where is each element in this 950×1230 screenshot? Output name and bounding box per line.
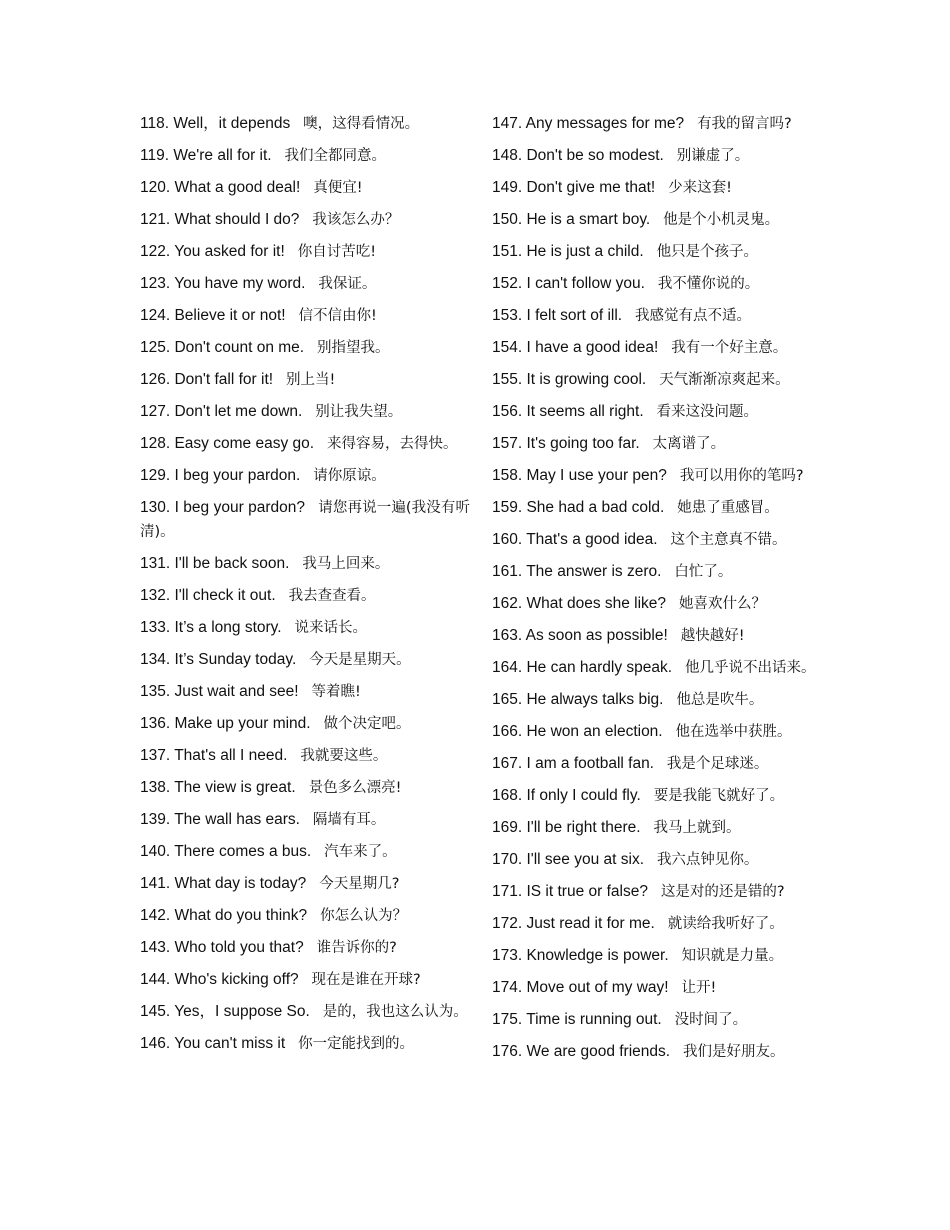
english-phrase: 176. We are good friends. bbox=[492, 1043, 671, 1060]
phrase-entry bbox=[492, 464, 822, 488]
phrase-entry bbox=[140, 496, 470, 544]
chinese-translation: 今天是星期天。 bbox=[309, 652, 411, 668]
phrase-entry bbox=[492, 368, 822, 392]
chinese-translation: 我马上就到。 bbox=[653, 820, 741, 836]
chinese-translation: 我可以用你的笔吗? bbox=[679, 468, 804, 484]
phrase-entry bbox=[492, 848, 822, 872]
phrase-entry bbox=[492, 432, 822, 456]
english-phrase: 152. I can't follow you. bbox=[492, 275, 645, 292]
english-phrase: 154. I have a good idea! bbox=[492, 339, 659, 356]
chinese-translation: 别指望我。 bbox=[317, 340, 390, 356]
chinese-translation: 别谦虚了。 bbox=[676, 148, 750, 164]
chinese-translation: 白忙了。 bbox=[674, 564, 733, 580]
phrase-entry bbox=[492, 400, 822, 424]
chinese-translation: 他几乎说不出话来。 bbox=[685, 660, 816, 676]
chinese-translation: 你自讨苦吃! bbox=[297, 244, 377, 260]
english-phrase: 146. You can't miss it bbox=[140, 1035, 286, 1052]
phrase-entry bbox=[492, 1040, 822, 1064]
phrase-entry bbox=[492, 912, 822, 936]
phrase-entry bbox=[492, 656, 822, 680]
english-phrase: 132. I'll check it out. bbox=[140, 587, 276, 604]
chinese-translation: 是的，我也这么认为。 bbox=[322, 1004, 468, 1020]
phrase-entry bbox=[492, 560, 822, 584]
english-phrase: 122. You asked for it! bbox=[140, 243, 285, 260]
english-phrase: 165. He always talks big. bbox=[492, 691, 664, 708]
phrase-entry bbox=[140, 776, 470, 800]
chinese-translation: 我有一个好主意。 bbox=[671, 340, 788, 356]
chinese-translation: 看来这没问题。 bbox=[656, 404, 759, 420]
english-phrase: 127. Don't let me down. bbox=[140, 403, 303, 420]
phrase-entry bbox=[492, 112, 822, 136]
phrase-entry bbox=[140, 648, 470, 672]
phrase-entry bbox=[140, 904, 470, 928]
phrase-entry bbox=[140, 872, 470, 896]
phrase-entry bbox=[492, 528, 822, 552]
english-phrase: 120. What a good deal! bbox=[140, 179, 301, 196]
chinese-translation: 我感觉有点不适。 bbox=[635, 308, 752, 324]
phrase-entry bbox=[140, 272, 470, 296]
english-phrase: 130. I beg your pardon? bbox=[140, 499, 306, 516]
phrase-entry bbox=[140, 808, 470, 832]
english-phrase: 171. IS it true or false? bbox=[492, 883, 648, 900]
phrase-entry bbox=[140, 240, 470, 264]
chinese-translation: 要是我能飞就好了。 bbox=[653, 788, 785, 804]
english-phrase: 164. He can hardly speak. bbox=[492, 659, 673, 676]
english-phrase: 155. It is growing cool. bbox=[492, 371, 647, 388]
english-phrase: 136. Make up your mind. bbox=[140, 715, 311, 732]
phrase-entry bbox=[140, 552, 470, 576]
english-phrase: 172. Just read it for me. bbox=[492, 915, 655, 932]
english-phrase: 142. What do you think? bbox=[140, 907, 308, 924]
chinese-translation: 景色多么漂亮! bbox=[308, 780, 402, 796]
english-phrase: 134. It’s Sunday today. bbox=[140, 651, 297, 668]
english-phrase: 144. Who's kicking off? bbox=[140, 971, 299, 988]
phrase-entry bbox=[492, 944, 822, 968]
phrase-entry bbox=[140, 584, 470, 608]
english-phrase: 124. Believe it or not! bbox=[140, 307, 286, 324]
phrase-entry bbox=[492, 240, 822, 264]
english-phrase: 128. Easy come easy go. bbox=[140, 435, 315, 452]
chinese-translation: 我去查查看。 bbox=[288, 588, 376, 604]
phrase-entry bbox=[140, 1032, 470, 1056]
english-phrase: 139. The wall has ears. bbox=[140, 811, 300, 828]
chinese-translation: 就读给我听好了。 bbox=[667, 916, 784, 932]
chinese-translation: 越快越好! bbox=[680, 628, 745, 644]
chinese-translation: 我该怎么办？ bbox=[312, 212, 400, 228]
phrase-entry bbox=[140, 744, 470, 768]
english-phrase: 151. He is just a child. bbox=[492, 243, 644, 260]
chinese-translation: 谁告诉你的? bbox=[316, 940, 397, 956]
chinese-translation: 别让我失望。 bbox=[315, 404, 403, 420]
chinese-translation: 他总是吹牛。 bbox=[676, 692, 764, 708]
phrase-entry bbox=[492, 304, 822, 328]
english-phrase: 121. What should I do? bbox=[140, 211, 300, 228]
english-phrase: 173. Knowledge is power. bbox=[492, 947, 669, 964]
chinese-translation: 我不懂你说的。 bbox=[657, 276, 760, 292]
english-phrase: 145. Yes，I suppose So. bbox=[140, 1003, 310, 1020]
phrase-entry bbox=[140, 432, 470, 456]
chinese-translation: 做个决定吧。 bbox=[323, 716, 411, 732]
right-column bbox=[492, 112, 822, 1072]
english-phrase: 158. May I use your pen? bbox=[492, 467, 667, 484]
phrase-entry bbox=[492, 784, 822, 808]
english-phrase: 169. I'll be right there. bbox=[492, 819, 641, 836]
english-phrase: 143. Who told you that? bbox=[140, 939, 304, 956]
phrase-entry bbox=[140, 680, 470, 704]
chinese-translation: 这是对的还是错的? bbox=[660, 884, 785, 900]
chinese-translation: 汽车来了。 bbox=[324, 844, 397, 860]
phrase-entry bbox=[492, 496, 822, 520]
english-phrase: 126. Don't fall for it! bbox=[140, 371, 274, 388]
english-phrase: 118. Well，it depends bbox=[140, 115, 291, 132]
english-phrase: 159. She had a bad cold. bbox=[492, 499, 665, 516]
chinese-translation: 这个主意真不错。 bbox=[670, 532, 787, 548]
english-phrase: 138. The view is great. bbox=[140, 779, 296, 796]
english-phrase: 156. It seems all right. bbox=[492, 403, 644, 420]
phrase-entry bbox=[140, 616, 470, 640]
phrase-entry bbox=[140, 464, 470, 488]
phrase-entry bbox=[140, 336, 470, 360]
chinese-translation: 有我的留言吗? bbox=[697, 116, 792, 132]
chinese-translation: 你一定能找到的。 bbox=[298, 1036, 415, 1052]
chinese-translation: 我们是好朋友。 bbox=[683, 1044, 785, 1060]
chinese-translation: 隔墙有耳。 bbox=[312, 812, 386, 828]
left-column bbox=[140, 112, 470, 1064]
chinese-translation: 请您再说一遍(我没有听清)。 bbox=[140, 500, 471, 540]
chinese-translation: 他只是个孩子。 bbox=[656, 244, 759, 260]
chinese-translation: 说来话长。 bbox=[294, 620, 368, 636]
chinese-translation: 太离谱了。 bbox=[652, 436, 726, 452]
phrase-entry bbox=[140, 712, 470, 736]
english-phrase: 133. It’s a long story. bbox=[140, 619, 282, 636]
chinese-translation: 噢，这得看情况。 bbox=[303, 116, 420, 132]
chinese-translation: 天气渐渐凉爽起来。 bbox=[659, 372, 790, 388]
chinese-translation: 别上当! bbox=[285, 372, 336, 388]
chinese-translation: 今天星期几? bbox=[319, 876, 400, 892]
phrase-entry bbox=[492, 336, 822, 360]
phrase-entry bbox=[492, 208, 822, 232]
phrase-entry bbox=[140, 112, 470, 136]
chinese-translation: 他在选举中获胜。 bbox=[675, 724, 792, 740]
english-phrase: 131. I'll be back soon. bbox=[140, 555, 290, 572]
phrase-entry bbox=[492, 624, 822, 648]
chinese-translation: 她患了重感冒。 bbox=[677, 500, 779, 516]
phrase-entry bbox=[492, 1008, 822, 1032]
phrase-entry bbox=[492, 272, 822, 296]
english-phrase: 168. If only I could fly. bbox=[492, 787, 641, 804]
english-phrase: 170. I'll see you at six. bbox=[492, 851, 645, 868]
phrase-entry bbox=[492, 592, 822, 616]
english-phrase: 119. We're all for it. bbox=[140, 147, 272, 164]
chinese-translation: 信不信由你! bbox=[298, 308, 377, 324]
chinese-translation: 少来这套! bbox=[668, 180, 732, 196]
phrase-entry bbox=[140, 176, 470, 200]
chinese-translation: 我六点钟见你。 bbox=[656, 852, 759, 868]
phrase-entry bbox=[140, 1000, 470, 1024]
english-phrase: 148. Don't be so modest. bbox=[492, 147, 664, 164]
english-phrase: 160. That's a good idea. bbox=[492, 531, 658, 548]
chinese-translation: 没时间了。 bbox=[674, 1012, 748, 1028]
phrase-entry bbox=[492, 688, 822, 712]
phrase-entry bbox=[492, 752, 822, 776]
english-phrase: 163. As soon as possible! bbox=[492, 627, 668, 644]
phrase-entry bbox=[492, 720, 822, 744]
chinese-translation: 让开! bbox=[681, 980, 717, 996]
english-phrase: 129. I beg your pardon. bbox=[140, 467, 301, 484]
english-phrase: 149. Don't give me that! bbox=[492, 179, 656, 196]
chinese-translation: 知识就是力量。 bbox=[681, 948, 784, 964]
english-phrase: 137. That's all I need. bbox=[140, 747, 288, 764]
chinese-translation: 我是个足球迷。 bbox=[666, 756, 769, 772]
phrase-entry bbox=[492, 976, 822, 1000]
phrase-entry bbox=[492, 816, 822, 840]
chinese-translation: 你怎么认为？ bbox=[320, 908, 408, 924]
english-phrase: 150. He is a smart boy. bbox=[492, 211, 651, 228]
chinese-translation: 她喜欢什么？ bbox=[678, 596, 766, 612]
english-phrase: 147. Any messages for me? bbox=[492, 115, 685, 132]
chinese-translation: 我马上回来。 bbox=[302, 556, 390, 572]
english-phrase: 157. It's going too far. bbox=[492, 435, 640, 452]
phrase-entry bbox=[140, 144, 470, 168]
phrase-entry bbox=[140, 304, 470, 328]
phrase-entry bbox=[492, 176, 822, 200]
english-phrase: 161. The answer is zero. bbox=[492, 563, 662, 580]
english-phrase: 175. Time is running out. bbox=[492, 1011, 662, 1028]
phrase-entry bbox=[140, 400, 470, 424]
chinese-translation: 请你原谅。 bbox=[313, 468, 386, 484]
chinese-translation: 我们全都同意。 bbox=[284, 148, 387, 164]
phrase-entry bbox=[492, 880, 822, 904]
chinese-translation: 我保证。 bbox=[318, 276, 377, 292]
english-phrase: 140. There comes a bus. bbox=[140, 843, 312, 860]
english-phrase: 123. You have my word. bbox=[140, 275, 306, 292]
english-phrase: 166. He won an election. bbox=[492, 723, 663, 740]
english-phrase: 174. Move out of my way! bbox=[492, 979, 669, 996]
chinese-translation: 真便宜! bbox=[313, 180, 363, 196]
chinese-translation: 他是个小机灵鬼。 bbox=[663, 212, 780, 228]
chinese-translation: 现在是谁在开球? bbox=[311, 972, 421, 988]
english-phrase: 125. Don't count on me. bbox=[140, 339, 305, 356]
english-phrase: 162. What does she like? bbox=[492, 595, 667, 612]
phrase-entry bbox=[140, 368, 470, 392]
english-phrase: 135. Just wait and see! bbox=[140, 683, 299, 700]
chinese-translation: 我就要这些。 bbox=[300, 748, 388, 764]
phrase-entry bbox=[140, 208, 470, 232]
phrase-entry bbox=[140, 840, 470, 864]
english-phrase: 153. I felt sort of ill. bbox=[492, 307, 623, 324]
chinese-translation: 来得容易，去得快。 bbox=[326, 436, 458, 452]
english-phrase: 141. What day is today? bbox=[140, 875, 307, 892]
english-phrase: 167. I am a football fan. bbox=[492, 755, 654, 772]
chinese-translation: 等着瞧! bbox=[311, 684, 361, 700]
phrase-entry bbox=[140, 936, 470, 960]
phrase-entry bbox=[492, 144, 822, 168]
phrase-entry bbox=[140, 968, 470, 992]
